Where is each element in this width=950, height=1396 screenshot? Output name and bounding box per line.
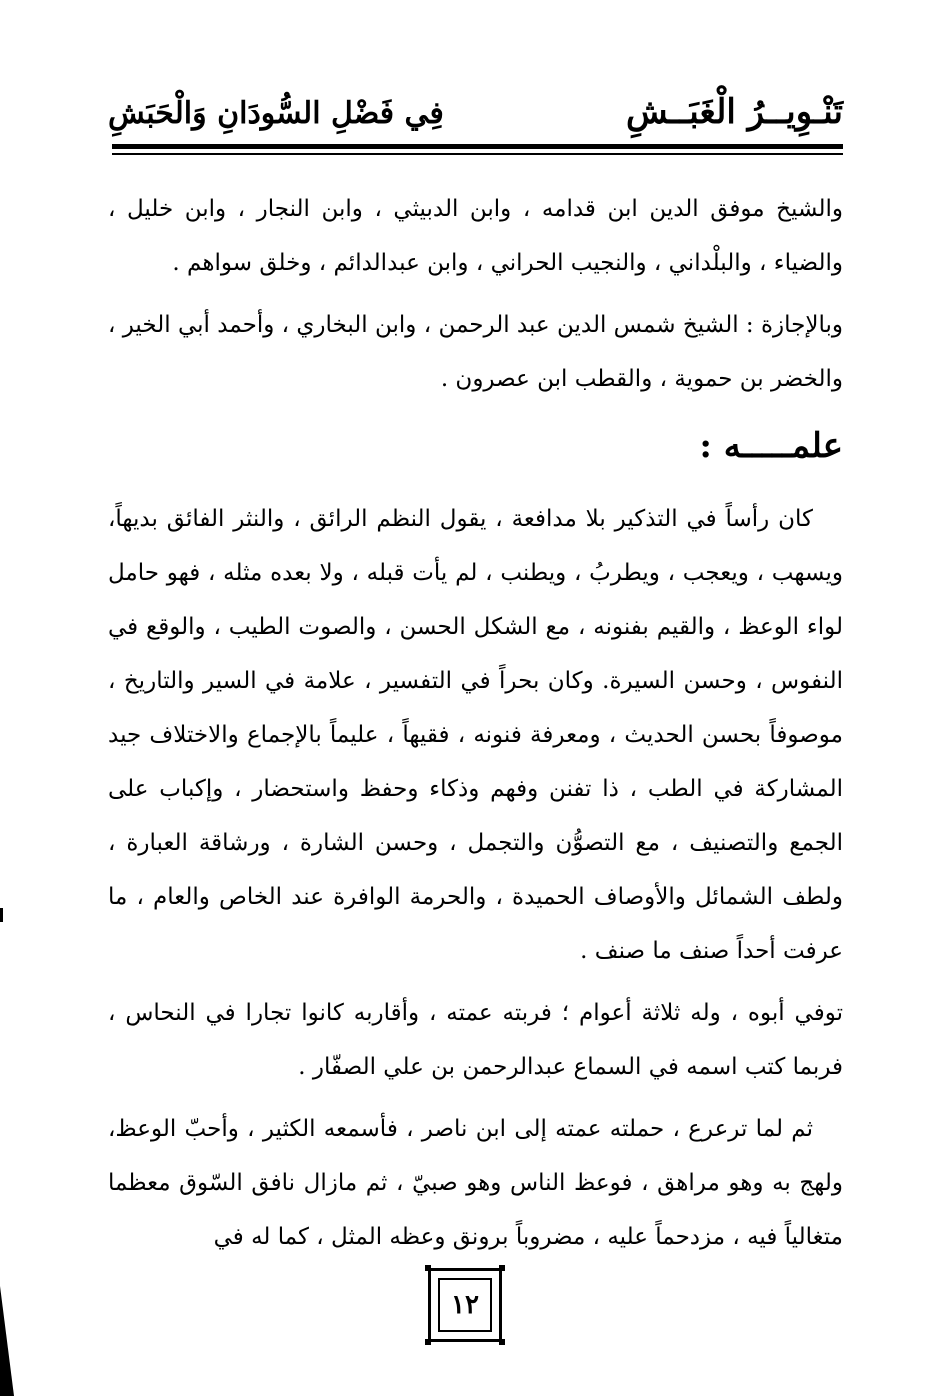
scan-artifact bbox=[0, 908, 3, 922]
paragraph-knowledge: كان رأساً في التذكير بلا مدافعة ، يقول النظم الرائق ، والنثر الفائق بديهاً، ويسهب ، ويعجب ، ويطربُ ، ويطنب ، لم يأت قبله ، ولا بعده مثله ، فهو حامل لواء الوعظ ، والقيم بفنونه ، مع الشكل الحسن ، والصوت الطيب ، والوقع في النفوس ، وحسن السيرة. وكان بحراً في التفسير ، علامة في السير والتاريخ ، موصوفاً بحسن الحديث ، ومعرفة فنونه ، فقيهاً ، عليماً بالإجماع والاختلاف جيد المشاركة في الطب ، ذا تفنن وفهم وذكاء وحفظ واستحضار ، وإكباب على الجمع والتصنيف ، مع التصوُّن والتجمل ، وحسن الشارة ، ورشاقة العبارة ، ولطف الشمائل والأوصاف الحميدة ، والحرمة الوافرة عند الخاص والعام ، ما عرفت أحداً صنف ما صنف . bbox=[108, 506, 843, 964]
frame-corner bbox=[425, 1265, 431, 1271]
book-title: تَنْـوِيــرُ الْغَبَــشِ bbox=[626, 92, 843, 132]
book-subtitle: فِي فَضْلِ السُّودَانِ وَالْحَبَشِ bbox=[108, 96, 444, 131]
header-rule-thin bbox=[112, 153, 843, 155]
paragraph-ijaza: وبالإجازة : الشيخ شمس الدين عبد الرحمن ، وابن البخاري ، وأحمد أبي الخير ، والخضر بن حموية ، والقطب ابن عصرون . bbox=[108, 312, 843, 392]
page-number-frame bbox=[428, 1268, 502, 1342]
frame-corner bbox=[499, 1265, 505, 1271]
page-number: ١٢ bbox=[438, 1278, 492, 1332]
paragraph-youth: ثم لما ترعرع ، حملته عمته إلى ابن ناصر ، فأسمعه الكثير ، وأحبّ الوعظ، ولهج به وهو مراهق ، فوعظ الناس وهو صبيّ ، ثم مازال نافق السّوق معظما متغالياً فيه ، مزدحماً عليه ، مضروباً برونق وعظه المثل ، كما له في bbox=[108, 1116, 843, 1250]
header-rule-thick bbox=[112, 144, 843, 149]
page-body bbox=[108, 182, 843, 1264]
frame-corner bbox=[499, 1339, 505, 1345]
section-heading: علمـــــه : bbox=[699, 426, 843, 466]
paragraph-father: توفي أبوه ، وله ثلاثة أعوام ؛ فربته عمته ، وأقاربه كانوا تجارا في النحاس ، فربما كتب اسمه في السماع عبدالرحمن بن علي الصفّار . bbox=[108, 1000, 843, 1080]
frame-corner bbox=[425, 1339, 431, 1345]
paragraph-scholars: والشيخ موفق الدين ابن قدامه ، وابن الدبيثي ، وابن النجار ، وابن خليل ، والضياء ، والبلْداني ، والنجيب الحراني ، وابن عبدالدائم ، وخلق سواهم . bbox=[108, 196, 843, 276]
running-header bbox=[108, 88, 843, 140]
scan-edge-shadow bbox=[0, 1286, 14, 1396]
